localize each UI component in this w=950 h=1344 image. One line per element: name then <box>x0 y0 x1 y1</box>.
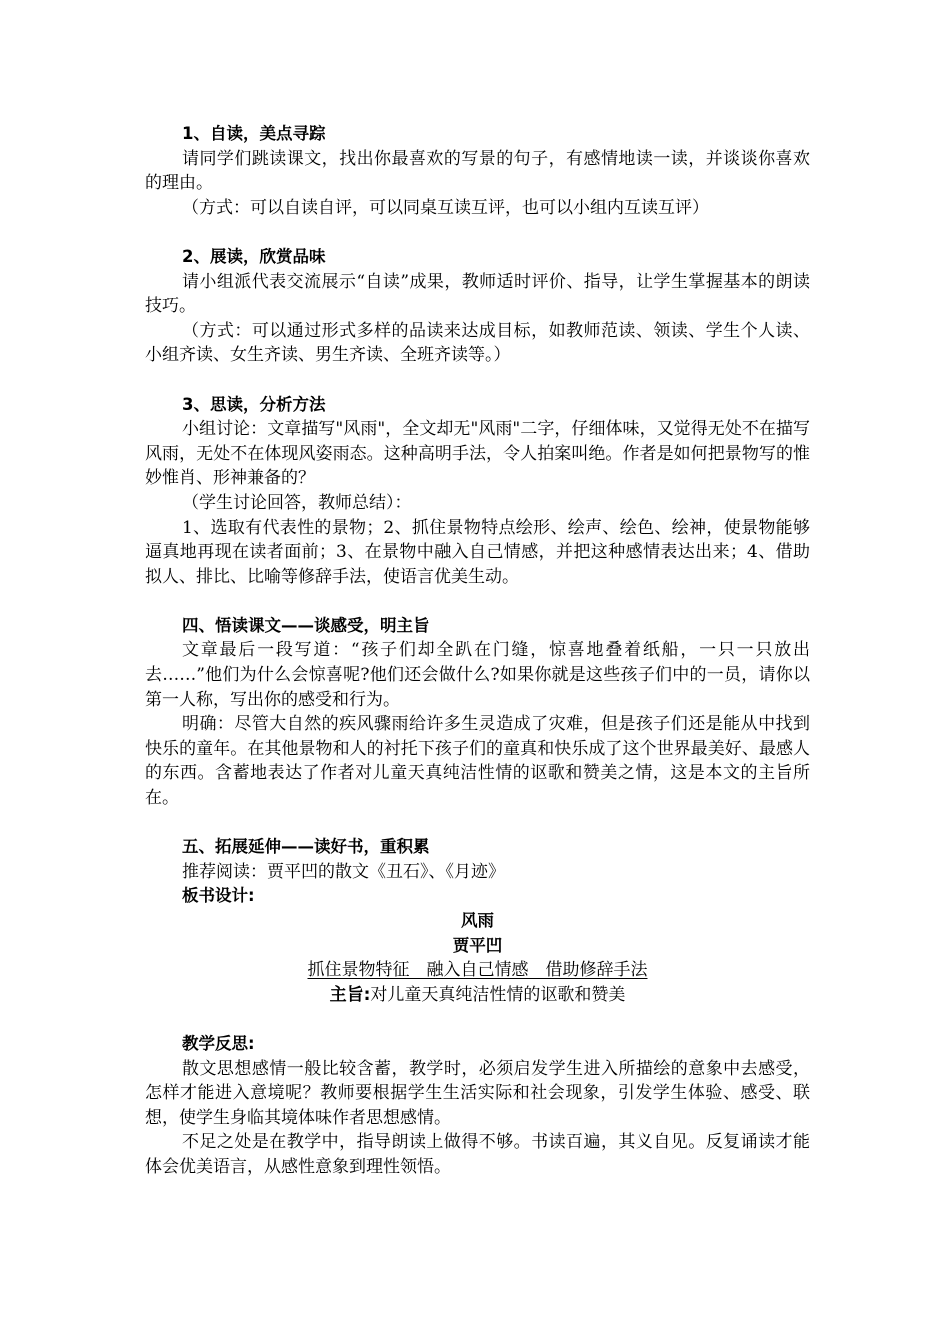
board-author: 贾平凹 <box>452 935 503 955</box>
section-5-heading: 五、拓展延伸——读好书，重积累 <box>182 837 430 857</box>
board-design-label: 板书设计: <box>182 886 255 906</box>
board-title: 风雨 <box>461 911 494 930</box>
spacer <box>145 220 810 245</box>
section-5-paragraph: 推荐阅读：贾平凹的散文《丑石》、《月迹》 <box>182 861 505 882</box>
document-page <box>145 122 810 1180</box>
section-1-paragraph: 请同学们跳读课文，找出你最喜欢的写景的句子，有感情地读一读，并谈谈你喜欢的理由。 <box>145 148 810 194</box>
section-4-paragraph: 文章最后一段写道：“孩子们却全趴在门缝，惊喜地叠着纸船，一只一只放出去……”他们为什么会惊喜呢?他们还会做什么?如果你就是这些孩子们中的一员，请你以第一人称，写出你的感受和行为。 <box>145 640 810 710</box>
spacer <box>145 589 810 614</box>
board-theme-label: 主旨: <box>329 984 371 1005</box>
section-2-paragraph: 请小组派代表交流展示“自读”成果，教师适时评价、指导，让学生掌握基本的朗读技巧。 <box>145 271 810 317</box>
section-3-paragraph: 小组讨论：文章描写"风雨"，全文却无"风雨"二字，仔细体味，又觉得无处不在描写风雨，无处不在体现风姿雨态。这种高明手法，令人拍案叫绝。作者是如何把景物写的惟妙惟肖、形神兼备的？ <box>145 419 810 489</box>
section-1-note: （方式：可以自读自评，可以同桌互读互评，也可以小组内互读互评） <box>182 197 709 218</box>
spacer <box>145 811 810 836</box>
reflection-label: 教学反思: <box>182 1033 255 1053</box>
section-3-answer: 1、选取有代表性的景物；2、抓住景物特点绘形、绘声、绘色、绘神，使景物能够逼真地再现在读者面前；3、在景物中融入自己情感，并把这种感情表达出来；4、借助拟人、排比、比喻等修辞手法，使语言优美生动。 <box>145 517 810 587</box>
spacer <box>145 368 810 393</box>
section-3-heading: 3、思读，分析方法 <box>182 394 326 414</box>
section-2-heading: 2、展读，欣赏品味 <box>182 246 326 266</box>
section-1-heading: 1、自读，美点寻踪 <box>182 124 326 143</box>
reflection-paragraph-2: 不足之处是在教学中，指导朗读上做得不够。书读百遍，其义自见。反复诵读才能体会优美语言，从感性意象到理性领悟。 <box>145 1132 810 1177</box>
reflection-paragraph-1: 散文思想感情一般比较含蓄，教学时，必须启发学生进入所描绘的意象中去感受，怎样才能进入意境呢？教师要根据学生生活实际和社会现象，引发学生体验、感受、联想，使学生身临其境体味作者思想感情。 <box>145 1058 810 1128</box>
section-3-note: （学生讨论回答，教师总结）： <box>182 492 412 513</box>
section-4-heading: 四、悟读课文——谈感受，明主旨 <box>182 615 430 635</box>
section-2-note: （方式：可以通过形式多样的品读来达成目标，如教师范读、领读、学生个人读、小组齐读、女生齐读、男生齐读、全班齐读等。） <box>145 320 810 366</box>
spacer <box>145 1007 810 1032</box>
board-theme-text: 对儿童天真纯洁性情的讴歌和赞美 <box>370 984 626 1005</box>
board-methods: 抓住景物特征 融入自己情感 借助修辞手法 <box>307 960 648 981</box>
board-theme-line <box>145 983 810 1008</box>
board-methods-line <box>145 958 810 983</box>
section-4-answer: 明确：尽管大自然的疾风骤雨给许多生灵造成了灾难，但是孩子们还是能从中找到快乐的童年。在其他景物和人的衬托下孩子们的童真和快乐成了这个世界最美好、最感人的东西。含蓄地表达了作者对儿童天真纯洁性情的讴歌和赞美之情，这是本文的主旨所在。 <box>145 714 810 809</box>
